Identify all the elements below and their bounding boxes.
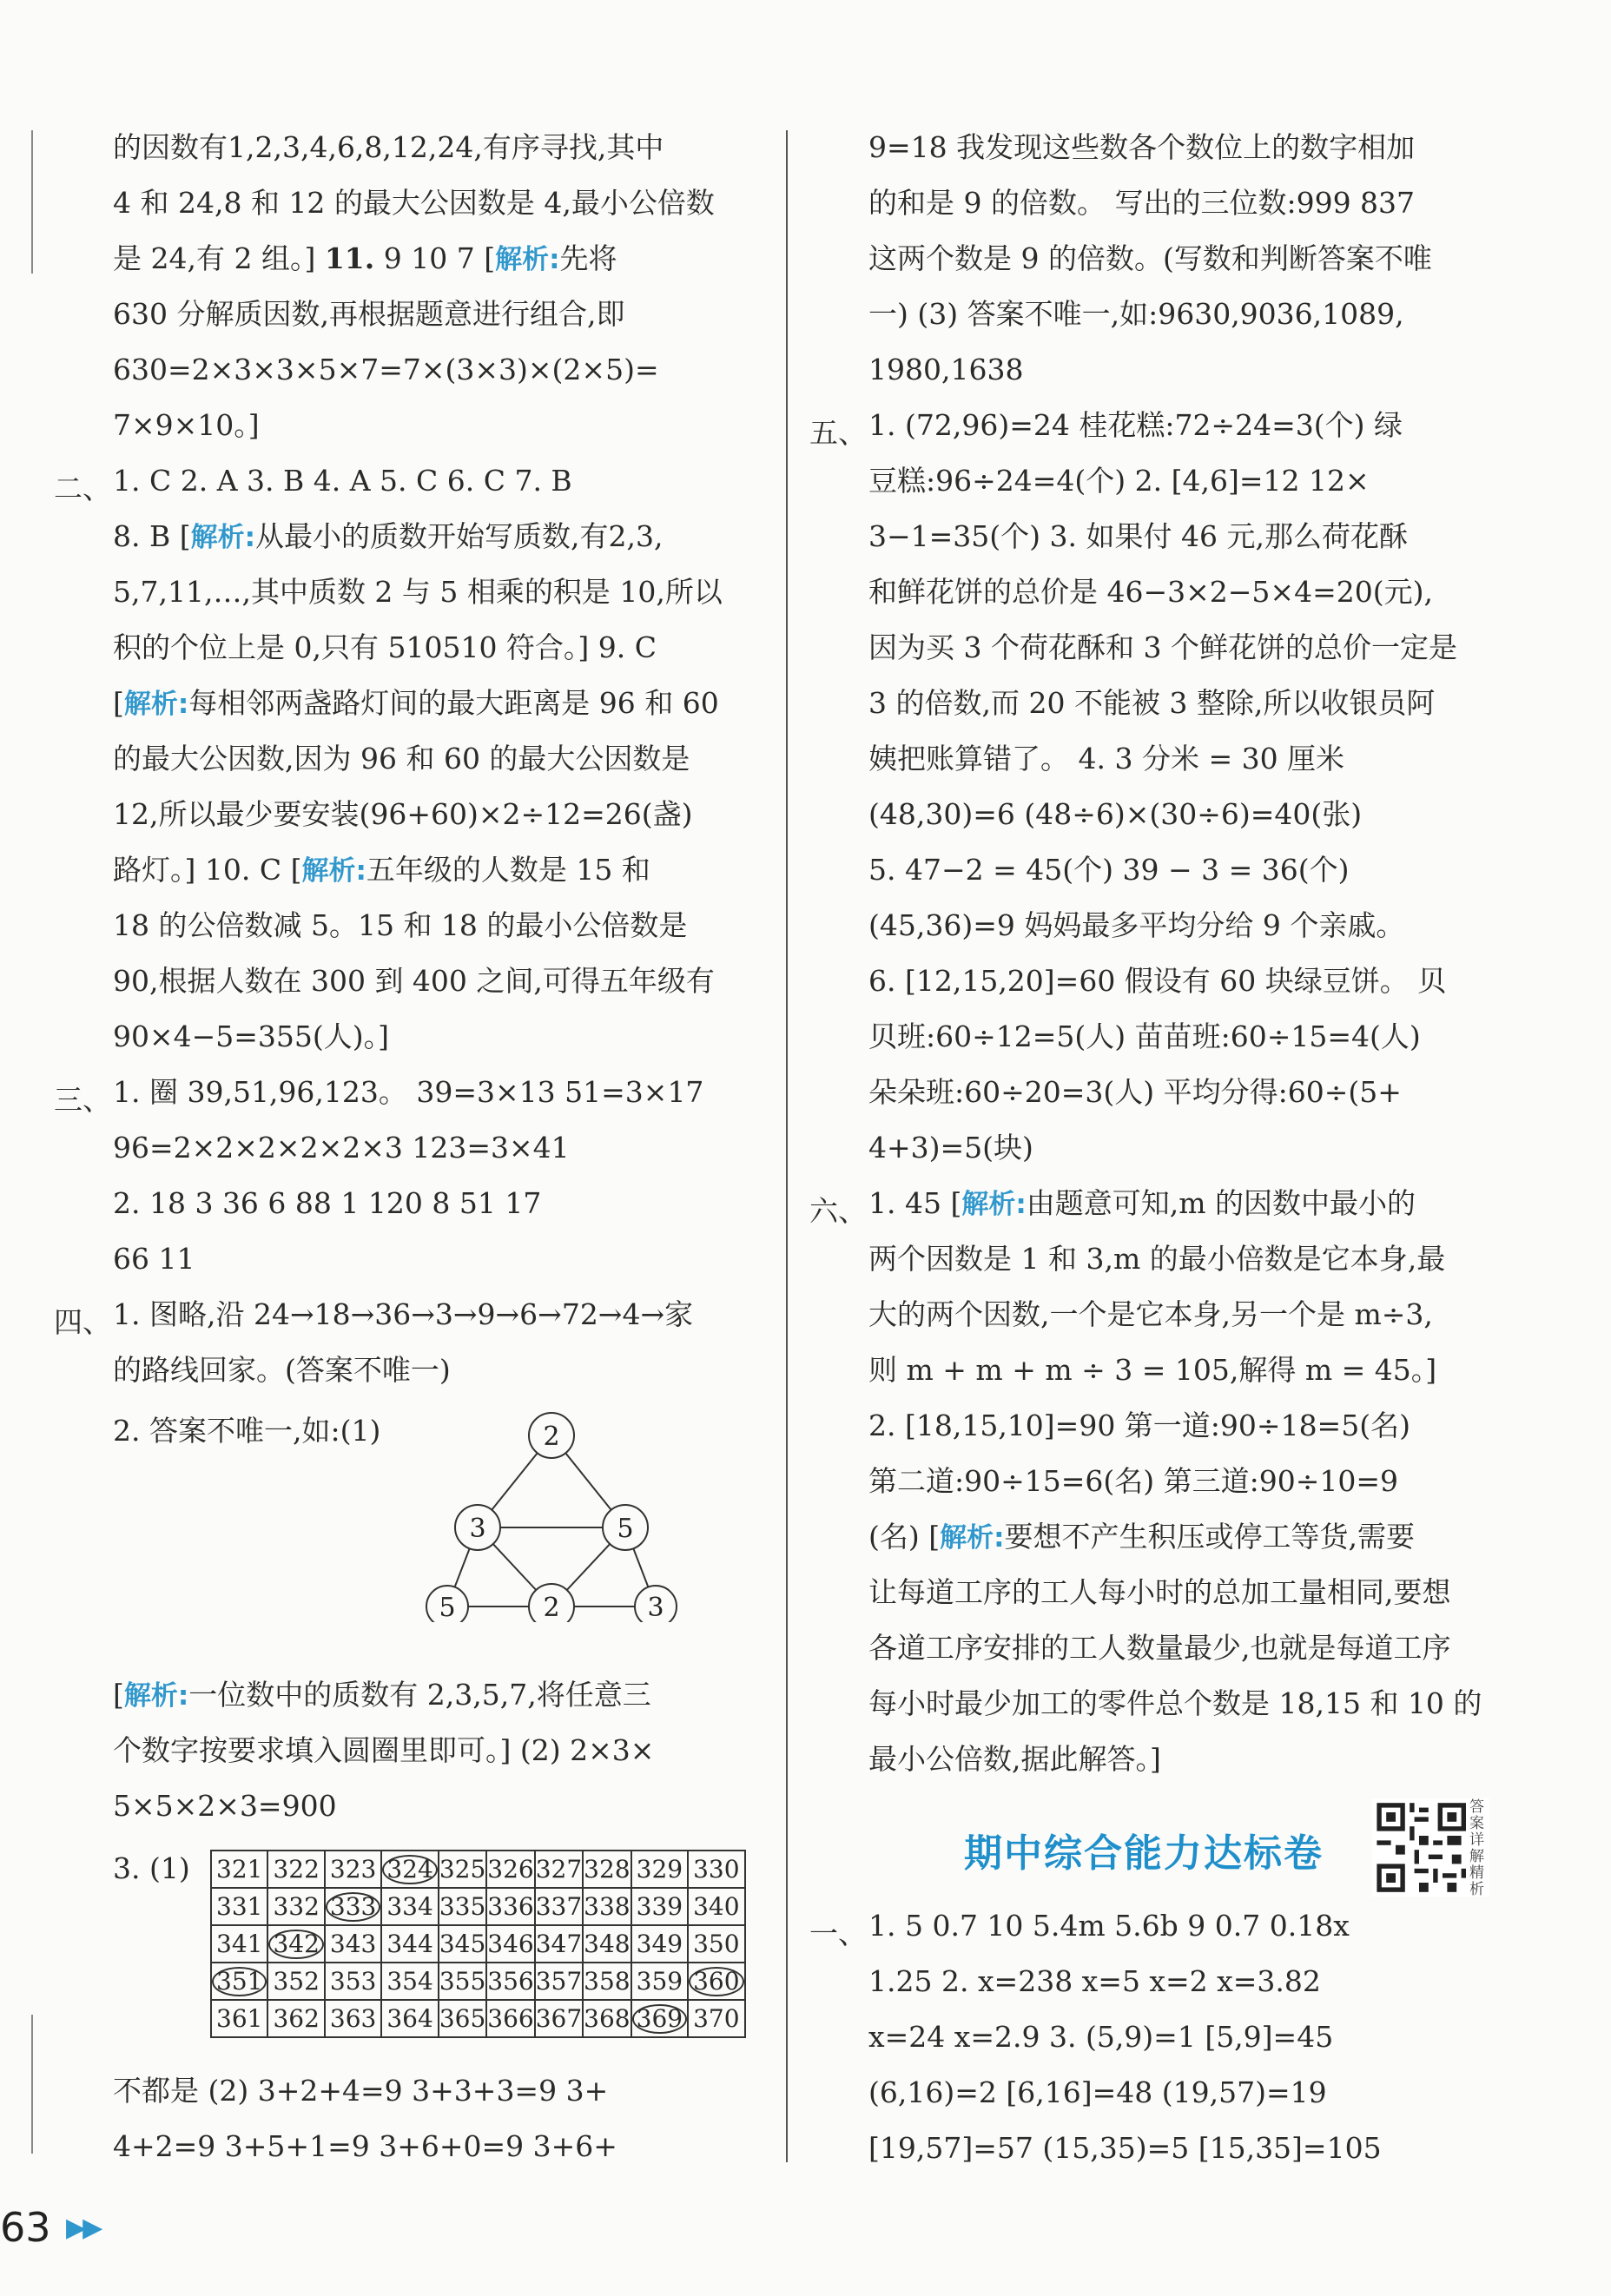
text-line: 路灯。] 10. C [解析:五年级的人数是 15 和 [113,853,650,887]
section-number: 三、 [54,1083,111,1117]
text-line: 630 分解质因数,再根据题意进行组合,即 [113,297,625,331]
grid-cell: 324 [381,1851,438,1888]
grid-cell: 355 [439,1963,486,2000]
grid-row [211,2000,745,2037]
page-arrow-icon: ▶▶ [66,2213,100,2243]
text-line: (45,36)=9 妈妈最多平均分给 9 个亲戚。 [868,908,1405,942]
grid-cell: 325 [439,1851,486,1888]
text-line: 1. (72,96)=24 桂花糕:72÷24=3(个) 绿 [868,408,1403,442]
number-grid [210,1850,746,2038]
text-line: x=24 x=2.9 3. (5,9)=1 [5,9]=45 [868,2020,1334,2054]
text-line: 1. C 2. A 3. B 4. A 5. C 6. C 7. B [113,464,572,498]
text-line: 大的两个因数,一个是它本身,另一个是 m÷3, [868,1297,1433,1331]
grid-cell: 358 [583,1963,631,2000]
text-line: 贝班:60÷12=5(人) 苗苗班:60÷15=4(人) [868,1019,1421,1053]
text-line: 66 11 [113,1242,195,1276]
text-line: 豆糕:96÷24=4(个) 2. [4,6]=12 12× [868,464,1370,498]
grid-cell: 335 [439,1888,486,1925]
grid-cell: 366 [486,2000,534,2037]
grid-cell: 340 [688,1888,744,1925]
text-line: 5×5×2×3=900 [113,1789,337,1823]
text-line: 各道工序安排的工人数量最少,也就是每道工序 [868,1631,1451,1665]
text-line: (名) [解析:要想不产生积压或停工等货,需要 [868,1520,1416,1554]
grid-cell: 329 [631,1851,688,1888]
grid-cell: 356 [486,1963,534,2000]
grid-row [211,1851,745,1888]
grid-cell: 360 [688,1963,744,2000]
grid-cell: 323 [325,1851,381,1888]
margin-mark [31,2015,33,2154]
grid-row [211,1963,745,2000]
text-line: 9=18 我发现这些数各个数位上的数字相加 [868,130,1416,164]
grid-cell: 346 [486,1925,534,1963]
grid-cell: 368 [583,2000,631,2037]
text-line: 12,所以最少要安装(96+60)×2÷12=26(盏) [113,797,693,831]
grid-cell: 334 [381,1888,438,1925]
text-line: 1. 图略,沿 24→18→36→3→9→6→72→4→家 [113,1297,694,1331]
grid-cell: 331 [211,1888,267,1925]
grid-cell: 339 [631,1888,688,1925]
text-line: 3−1=35(个) 3. 如果付 46 元,那么荷花酥 [868,519,1408,553]
prime-triangle-figure [426,1409,686,1622]
circle-number: 3 [647,1593,664,1622]
page-number: 63 [0,2204,51,2251]
text-line: 两个因数是 1 和 3,m 的最小倍数是它本身,最 [868,1242,1446,1276]
grid-cell: 332 [267,1888,324,1925]
text-line: 1. 圈 39,51,96,123。 39=3×13 51=3×17 [113,1075,704,1109]
grid-cell: 344 [381,1925,438,1963]
text-line: 1.25 2. x=238 x=5 x=2 x=3.82 [868,1964,1321,1998]
text-line: 6. [12,15,20]=60 假设有 60 块绿豆饼。 贝 [868,964,1447,998]
text-line: 每小时最少加工的零件总个数是 18,15 和 10 的 [868,1686,1482,1720]
text-line: 积的个位上是 0,只有 510510 符合。] 9. C [113,630,657,664]
grid-cell: 326 [486,1851,534,1888]
text-line: 的和是 9 的倍数。 写出的三位数:999 837 [868,186,1416,220]
text-line: 96=2×2×2×2×2×3 123=3×41 [113,1131,570,1164]
grid-cell: 363 [325,2000,381,2037]
text-line: 1. 5 0.7 10 5.4m 5.6b 9 0.7 0.18x [868,1909,1350,1943]
grid-row [211,1925,745,1963]
text-line: 个数字按要求填入圆圈里即可。] (2) 2×3× [113,1733,655,1767]
text-line: 1. 45 [解析:由题意可知,m 的因数中最小的 [868,1186,1416,1220]
grid-cell: 337 [535,1888,583,1925]
grid-cell: 361 [211,2000,267,2037]
grid-cell: 351 [211,1963,267,2000]
grid-cell: 338 [583,1888,631,1925]
grid-cell: 330 [688,1851,744,1888]
text-line: 和鲜花饼的总价是 46−3×2−5×4=20(元), [868,575,1433,609]
circle-number: 2 [543,1593,560,1622]
grid-cell: 365 [439,2000,486,2037]
text-line: [解析:每相邻两盏路灯间的最大距离是 96 和 60 [113,686,719,720]
text-line: (6,16)=2 [6,16]=48 (19,57)=19 [868,2075,1327,2109]
text-line: 630=2×3×3×5×7=7×(3×3)×(2×5)= [113,353,659,386]
margin-mark [31,130,33,274]
grid-cell: 322 [267,1851,324,1888]
text-line: 7×9×10。] [113,408,260,442]
text-line: 5,7,11,…,其中质数 2 与 5 相乘的积是 10,所以 [113,575,723,609]
grid-cell: 362 [267,2000,324,2037]
grid-cell: 367 [535,2000,583,2037]
grid-cell: 353 [325,1963,381,2000]
section-number: 四、 [54,1305,111,1339]
text-line: 8. B [解析:从最小的质数开始写质数,有2,3, [113,519,664,553]
text-line: 的路线回家。(答案不唯一) [113,1353,451,1387]
text-line: 18 的公倍数减 5。15 和 18 的最小公倍数是 [113,908,688,942]
grid-row [211,1888,745,1925]
text-line: 朵朵班:60÷20=3(人) 平均分得:60÷(5+ [868,1075,1402,1109]
grid-cell: 327 [535,1851,583,1888]
text-line: [19,57]=57 (15,35)=5 [15,35]=105 [868,2131,1382,2165]
text-line: 2. 答案不唯一,如:(1) [113,1414,381,1448]
circle-number: 3 [469,1514,486,1544]
grid-cell: 357 [535,1963,583,2000]
qr-label: 答案详解精析 [1469,1798,1484,1898]
text-line: 2. [18,15,10]=90 第一道:90÷18=5(名) [868,1409,1410,1442]
grid-cell: 369 [631,2000,688,2037]
text-line: 因为买 3 个荷花酥和 3 个鲜花饼的总价一定是 [868,630,1457,664]
text-line: 4+3)=5(块) [868,1131,1033,1164]
section-number: 五、 [809,416,867,450]
grid-cell: 352 [267,1963,324,2000]
text-line: (48,30)=6 (48÷6)×(30÷6)=40(张) [868,797,1363,831]
text-line: 90,根据人数在 300 到 400 之间,可得五年级有 [113,964,715,998]
text-line: 3. (1) [113,1851,190,1885]
grid-cell: 349 [631,1925,688,1963]
grid-cell: 343 [325,1925,381,1963]
text-line: 这两个数是 9 的倍数。(写数和判断答案不唯 [868,241,1432,275]
grid-cell: 336 [486,1888,534,1925]
grid-cell: 345 [439,1925,486,1963]
section-number: 二、 [54,472,111,505]
column-divider [786,130,788,2162]
text-line: 让每道工序的工人每小时的总加工量相同,要想 [868,1575,1451,1609]
text-line: 1980,1638 [868,353,1024,386]
section-title: 期中综合能力达标卷 [964,1831,1324,1876]
grid-cell: 354 [381,1963,438,2000]
text-line: 5. 47−2 = 45(个) 39 − 3 = 36(个) [868,853,1350,887]
grid-cell: 350 [688,1925,744,1963]
text-line: 一) (3) 答案不唯一,如:9630,9036,1089, [868,297,1404,331]
text-line: 姨把账算错了。 4. 3 分米 = 30 厘米 [868,742,1345,775]
circle-number: 2 [543,1422,560,1452]
text-line: 4 和 24,8 和 12 的最大公因数是 4,最小公倍数 [113,186,715,220]
text-line: 4+2=9 3+5+1=9 3+6+0=9 3+6+ [113,2129,617,2163]
grid-cell: 370 [688,2000,744,2037]
section-number: 六、 [809,1194,867,1228]
grid-cell: 348 [583,1925,631,1963]
text-line: 是 24,有 2 组。] 11. 9 10 7 [解析:先将 [113,241,617,275]
circle-number: 5 [617,1514,634,1544]
text-line: 第二道:90÷15=6(名) 第三道:90÷10=9 [868,1464,1399,1498]
grid-cell: 359 [631,1963,688,2000]
circle-number: 5 [439,1593,456,1622]
text-line: 90×4−5=355(人)。] [113,1019,390,1053]
text-line: 的最大公因数,因为 96 和 60 的最大公因数是 [113,742,690,775]
text-line: 则 m + m + m ÷ 3 = 105,解得 m = 45。] [868,1353,1437,1387]
grid-cell: 342 [267,1925,324,1963]
text-line: 3 的倍数,而 20 不能被 3 整除,所以收银员阿 [868,686,1436,720]
grid-cell: 341 [211,1925,267,1963]
grid-cell: 328 [583,1851,631,1888]
text-line: [解析:一位数中的质数有 2,3,5,7,将任意三 [113,1678,651,1712]
grid-cell: 347 [535,1925,583,1963]
text-line: 不都是 (2) 3+2+4=9 3+3+3=9 3+ [113,2074,609,2108]
grid-cell: 333 [325,1888,381,1925]
text-line: 最小公倍数,据此解答。] [868,1742,1161,1776]
text-line: 2. 18 3 36 6 88 1 120 8 51 17 [113,1186,542,1220]
grid-cell: 321 [211,1851,267,1888]
section-number: 一、 [809,1917,867,1950]
grid-cell: 364 [381,2000,438,2037]
text-line: 的因数有1,2,3,4,6,8,12,24,有序寻找,其中 [113,130,664,164]
